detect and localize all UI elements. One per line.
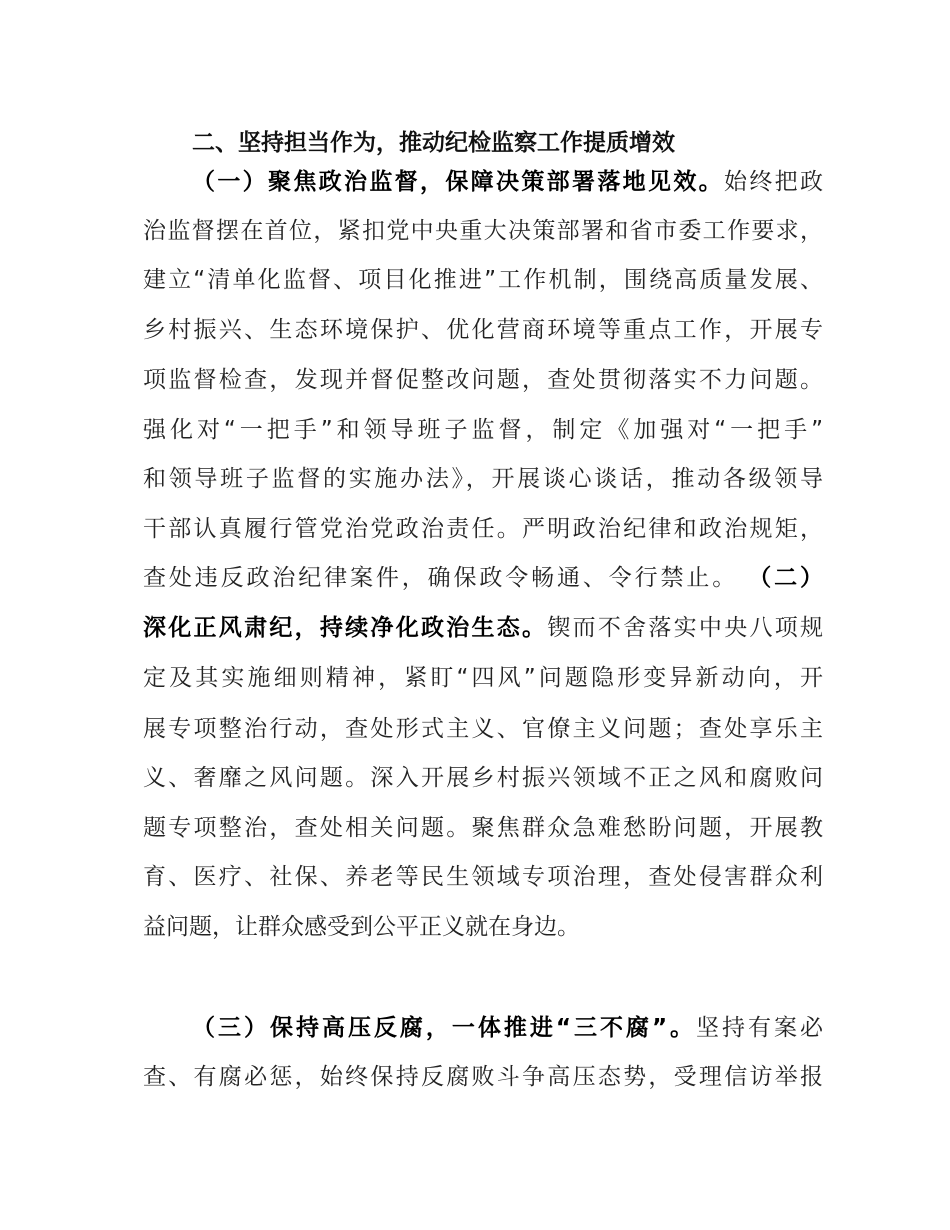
- body-text: 坚持有案必: [696, 1015, 824, 1041]
- paragraph-line: [143, 365, 823, 395]
- body-text: 定及其实施细则精神，紧盯“四风”问题隐形变异新动向，开: [143, 665, 823, 691]
- body-text: 查、有腐必惩，始终保持反腐败斗争高压态势，受理信访举报: [143, 1064, 823, 1090]
- body-text: 义、奢靡之风问题。深入开展乡村振兴领域不正之风和腐败问: [143, 765, 823, 791]
- body-text: 查处违反政治纪律案件，确保政令畅通、令行禁止。: [143, 565, 749, 591]
- paragraph-line: [192, 167, 823, 197]
- body-text: 展专项整治行动，查处形式主义、官僚主义问题；查处享乐主: [143, 716, 823, 742]
- body-text: 和领导班子监督的实施办法》，开展谈心谈话，推动各级领导: [143, 466, 823, 492]
- body-text: 益问题，让群众感受到公平正义就在身边。: [143, 914, 580, 940]
- paragraph-line: [143, 265, 823, 295]
- paragraph-line: [143, 714, 823, 744]
- body-text: 乡村振兴、生态环境保护、优化营商环境等重点工作，开展专: [143, 317, 823, 343]
- body-text: 始终把政: [724, 169, 824, 195]
- paragraph-line: [143, 216, 823, 246]
- paragraph-line: [143, 315, 823, 345]
- body-text: 育、医疗、社保、养老等民生领域专项治理，查处侵害群众利: [143, 864, 823, 890]
- body-text: 题专项整治，查处相关问题。聚焦群众急难愁盼问题，开展教: [143, 815, 823, 841]
- section-heading: 二、坚持担当作为，推动纪检监察工作提质增效: [192, 130, 675, 156]
- paragraph-line: [143, 763, 823, 793]
- paragraph-line: [143, 813, 823, 843]
- paragraph-line: [143, 663, 823, 693]
- paragraph-line: [143, 1062, 823, 1092]
- paragraph-line: [192, 1013, 823, 1043]
- body-text: 锲而不舍落实中央八项规: [547, 615, 824, 641]
- bold-lead-text: （二）: [748, 565, 824, 591]
- paragraph-line: [143, 563, 823, 593]
- paragraph-line: [143, 613, 823, 643]
- body-text: 建立“清单化监督、项目化推进”工作机制，围绕高质量发展、: [143, 267, 823, 293]
- bold-lead-text: 深化正风肃纪，持续净化政治生态。: [143, 615, 548, 641]
- paragraph-line: [143, 862, 823, 892]
- bold-lead-text: （三）保持高压反腐，一体推进“三不腐”。: [192, 1015, 697, 1041]
- paragraph-line: [143, 912, 823, 942]
- paragraph-line: [143, 415, 823, 445]
- body-text: 干部认真履行管党治党政治责任。严明政治纪律和政治规矩，: [143, 516, 823, 542]
- bold-lead-text: （一）聚焦政治监督，保障决策部署落地见效。: [192, 169, 724, 195]
- body-text: 强化对“一把手”和领导班子监督，制定《加强对“一把手”: [143, 417, 823, 443]
- body-text: 治监督摆在首位，紧扣党中央重大决策部署和省市委工作要求，: [143, 218, 823, 244]
- paragraph-line: [143, 464, 823, 494]
- paragraph-line: [143, 514, 823, 544]
- body-text: 项监督检查，发现并督促整改问题，查处贯彻落实不力问题。: [143, 367, 823, 393]
